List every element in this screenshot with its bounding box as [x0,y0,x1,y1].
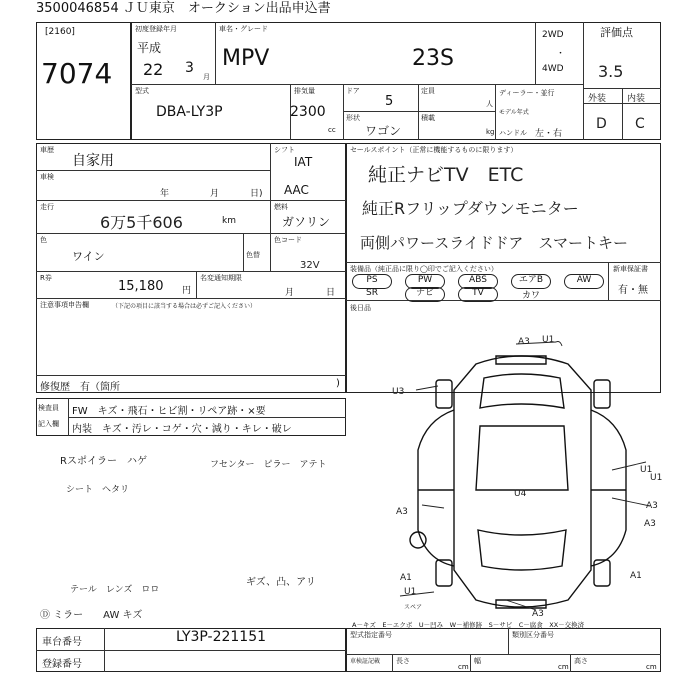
length-label: 長さ [396,657,410,665]
interior-label: 内装 [627,94,646,104]
handle-value: 左・右 [535,129,563,139]
equip-airbag: エアB [511,274,551,289]
damage-a3-right: A3 [644,519,656,529]
shaken-label: 車検証記載 [350,658,381,665]
note-2: フセンター ピラー アテト [210,460,327,470]
note-4: テール レンズ ロロ [70,585,160,595]
drive-dot: ・ [556,49,566,59]
loadcap-label: 積載 [421,114,435,122]
chassis-label: 車台番号 [42,637,82,648]
sales-line1: 純正ナビTV ETC [368,164,524,186]
dealer-label: ディーラー・並行 [499,89,555,97]
doors-value: 5 [385,94,394,109]
recycle-value: 15,180 [118,279,164,294]
drive-2wd: 2WD [542,30,564,40]
exterior-grade: D [596,116,607,132]
inspector-label-2: 記入欄 [38,420,59,428]
width-label: 幅 [474,657,481,665]
car-label: 車名・グレード [219,25,268,33]
ac-value: AAC [284,183,309,197]
inspection-month: 月 [210,189,220,199]
equip-ps: PS [352,274,392,289]
sales-label: セールスポイント（正常に機能するものに限ります） [350,146,518,154]
note-3: シート ヘタリ [66,485,130,495]
car-grade: 23S [412,46,454,71]
rating-score: 3.5 [598,62,624,81]
equip-sr: SR [366,288,378,298]
damage-a3-left: A3 [396,507,408,517]
lot-number: 7074 [41,57,113,90]
color-code-label: 色コード [274,236,302,244]
damage-u1-right-2: U1 [650,473,663,483]
displacement-value: 2300 [290,104,326,120]
shaken-box [346,628,661,672]
displacement-unit: cc [328,126,336,134]
tax-day: 日 [326,288,336,298]
shift-value: IAT [294,155,313,169]
spare-label: スペア [404,604,423,611]
damage-a3-right-2: A3 [646,501,658,511]
top-strip: 3500046854 ＪＵ東京 オークション出品申込書 [36,1,331,16]
color-value: ワイン [72,250,105,263]
model-label: 型式 [135,87,149,95]
registration-era: 平成 [137,41,162,55]
tax-month: 月 [285,288,295,298]
displacement-label: 排気量 [294,87,315,95]
car-outline [410,356,626,608]
plate-label: 登録番号 [42,659,82,670]
sales-line2: 純正Rフリップダウンモニター [362,199,579,218]
designation-label: 型式指定番号 [350,631,392,639]
registration-label: 初度登録年月 [135,25,177,33]
color-label: 色 [40,236,47,244]
damage-diagram [346,330,670,630]
history-label: 車歴 [40,146,54,154]
sales-line3: 両側パワースライドドア スマートキー [360,234,629,252]
equip-leather: カワ [522,291,541,301]
color-change-label: 色替 [246,251,260,259]
shape-value: ワゴン [365,124,402,138]
inspector-row-1: FW キズ・飛石・ヒビ割・リペア跡・×要 [72,406,266,417]
equip-pw: PW [405,274,445,289]
inspection-label: 車検 [40,173,54,181]
fuel-value: ガソリン [282,215,331,229]
note-6: Ⓓ ミラー AW キズ [40,610,143,621]
fuel-label: 燃料 [274,203,288,211]
equip-navi: ナビ [405,287,445,302]
equip-aw: AW [564,274,604,289]
registration-year: 22 [143,60,164,79]
repair-text: 有（箇所 [80,382,120,393]
damage-labels [392,335,662,619]
repair-label: 修復歴 [40,382,70,393]
equip-abs: ABS [458,274,498,289]
equipment-label: 装備品（純正品に限り◯印でご記入ください） [350,265,498,273]
handle-label: ハンドル [499,129,527,137]
mileage-label: 走行 [40,203,54,211]
inspector-label-1: 検査員 [38,404,59,412]
registration-month: 3 [185,60,194,76]
damage-u1-rear: U1 [404,587,417,597]
notes-label: 注意事項申告欄 [40,301,89,309]
note-1: Rスポイラー ハゲ [60,456,147,467]
exterior-label: 外装 [588,94,607,104]
damage-a1-rear: A1 [400,573,412,583]
capacity-unit: 人 [486,100,493,108]
color-code-value: 32V [300,260,320,271]
recycle-unit: 円 [182,286,192,296]
damage-a3-bottom: A3 [532,609,544,619]
model-year-label: モデル年式 [499,109,529,116]
lot-code: [2160] [45,27,75,37]
shift-label: シフト [274,146,295,154]
shape-label: 形状 [346,114,360,122]
height-label: 高さ [574,657,588,665]
inspection-day: 日) [250,189,263,199]
new-warranty-label: 新車保証書 [613,265,648,273]
damage-u3-left: U3 [392,387,405,397]
notes-sub: （下記の項目に該当する場合は必ずご記入ください） [112,303,257,310]
recycle-label: R券 [40,274,52,282]
rating-label: 評価点 [600,26,633,39]
new-warranty-value: 有・無 [618,285,648,296]
category-label: 類別区分番号 [512,631,554,639]
mileage-value: 6万5千606 [100,213,183,232]
damage-a3-top: A3 [518,337,530,347]
repair-close: ) [336,378,340,389]
registration-month-unit: 月 [203,73,210,81]
length-unit: cm [458,663,469,671]
damage-u1-top: U1 [542,335,555,345]
damage-u1-right: U1 [640,465,653,475]
note-5: ギズ、凸、アリ [246,577,316,588]
interior-grade: C [635,116,645,132]
mileage-unit: km [222,216,236,226]
damage-u4-roof: U4 [514,489,527,499]
damage-a1-right: A1 [630,571,642,581]
equip-tv: TV [458,287,498,302]
car-name: MPV [222,46,270,71]
history-value: 自家用 [72,153,114,169]
doors-label: ドア [346,87,360,95]
inspector-row-2: 内装 キズ・汚レ・コゲ・穴・減り・キレ・破レ [72,424,292,435]
tax-label: 名変通知期限 [200,274,242,282]
model-value: DBA-LY3P [156,104,223,120]
rear-items-label: 後日品 [350,304,371,312]
drive-4wd: 4WD [542,64,564,74]
inspection-year: 年 [160,189,170,199]
loadcap-unit: kg [486,128,495,136]
lot-box [36,22,131,140]
width-unit: cm [558,663,569,671]
capacity-label: 定員 [421,87,435,95]
height-unit: cm [646,663,657,671]
damage-legend: A－キズ E－エクボ U－凹み W－補修跡 S－サビ C－腐食 XX－交換済 [352,621,585,629]
chassis-value: LY3P-221151 [176,629,267,645]
